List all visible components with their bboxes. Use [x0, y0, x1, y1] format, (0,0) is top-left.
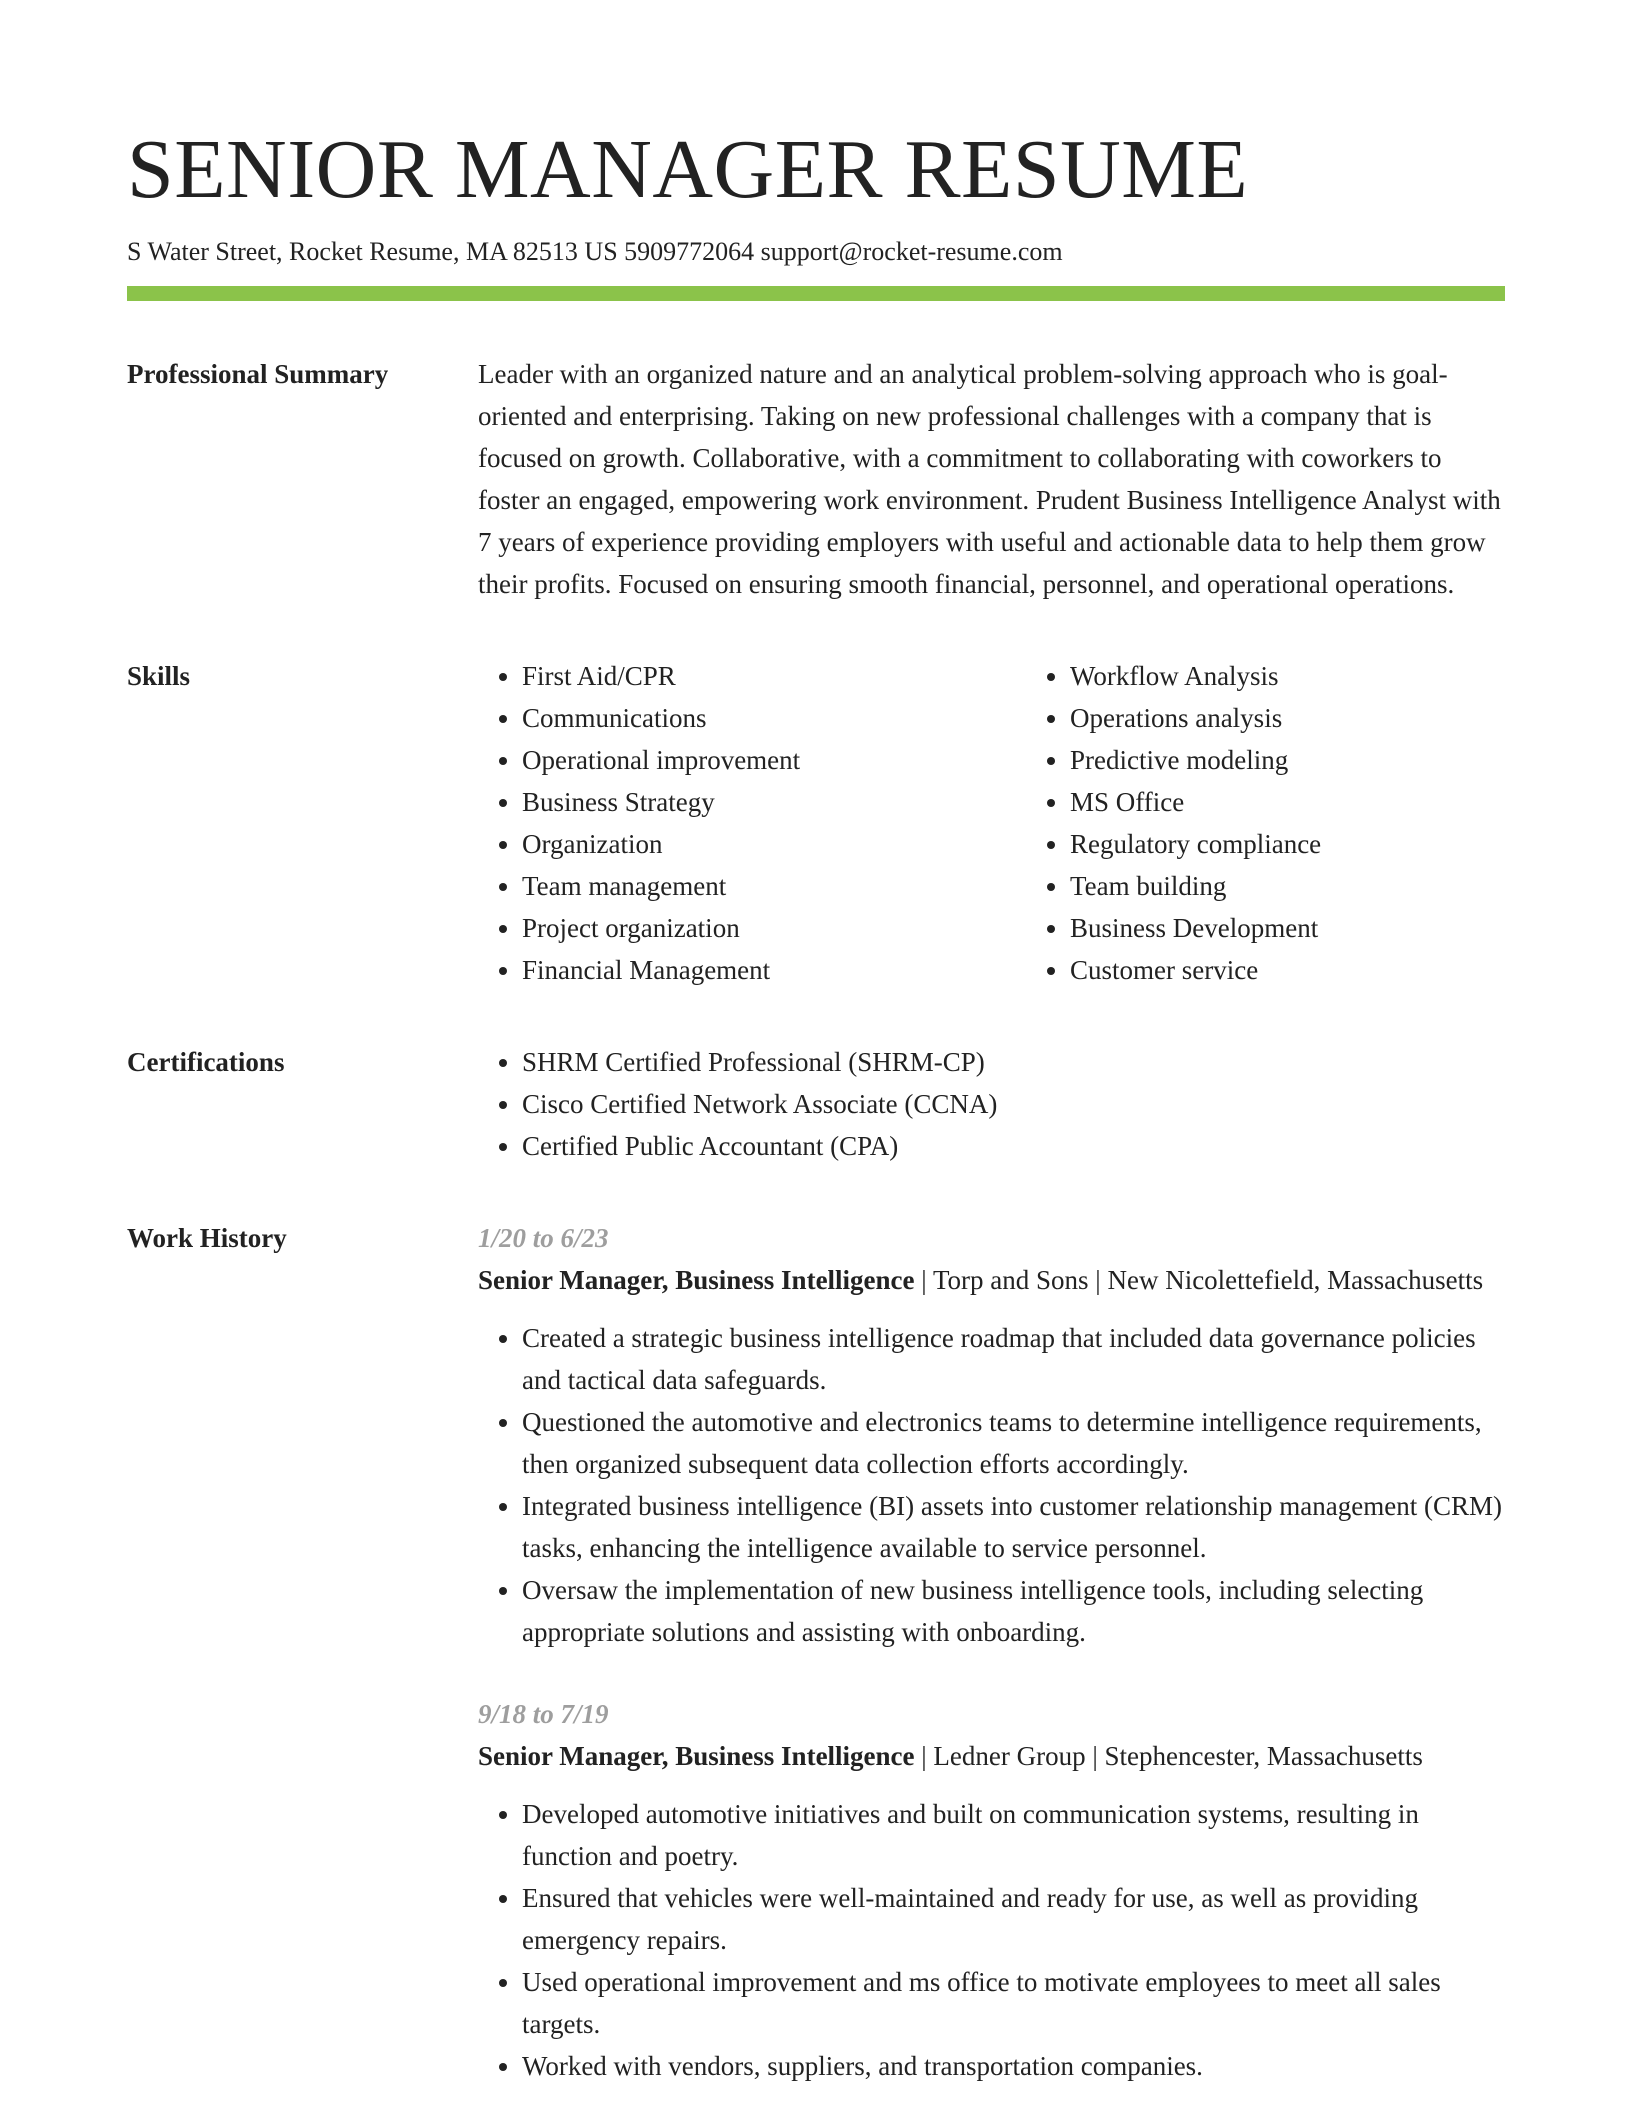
- skill-item: • Business Strategy: [522, 781, 1026, 823]
- job-title: Senior Manager, Business Intelligence: [478, 1741, 915, 1771]
- skills-content: [478, 655, 1505, 991]
- skill-item: • Customer service: [1070, 949, 1505, 991]
- job-dates: 9/18 to 7/19: [478, 1699, 609, 1729]
- skill-item: • Organization: [522, 823, 1026, 865]
- skill-item: • Predictive modeling: [1070, 739, 1505, 781]
- skills-list-right: [1026, 655, 1505, 991]
- skill-item: • Communications: [522, 697, 1026, 739]
- job-heading: [478, 1735, 1505, 1777]
- job-bullet: • Questioned the automotive and electronics teams to determine intelligence requirements, then organized subsequent data collection efforts accordingly.: [522, 1401, 1505, 1485]
- job-company-location: | Torp and Sons | New Nicolettefield, Massachusetts: [914, 1265, 1484, 1295]
- summary-content: [478, 353, 1505, 605]
- section-work-history: [127, 1217, 1505, 2087]
- skill-item: • Operations analysis: [1070, 697, 1505, 739]
- job-title: Senior Manager, Business Intelligence: [478, 1265, 915, 1295]
- skill-item: • Regulatory compliance: [1070, 823, 1505, 865]
- job-bullet: • Developed automotive initiatives and built on communication systems, resulting in function and poetry.: [522, 1793, 1505, 1877]
- job-bullet: • Used operational improvement and ms office to motivate employees to meet all sales targets.: [522, 1961, 1505, 2045]
- skill-item: • Team management: [522, 865, 1026, 907]
- skill-item: • Project organization: [522, 907, 1026, 949]
- job-bullets: [478, 1793, 1505, 2087]
- skill-item: • Team building: [1070, 865, 1505, 907]
- contact-email: support@rocket-resume.com: [760, 237, 1063, 266]
- section-label-skills: Skills: [127, 661, 191, 691]
- contact-address: S Water Street, Rocket Resume, MA 82513 US: [127, 237, 618, 266]
- job-dates: 1/20 to 6/23: [478, 1223, 609, 1253]
- job-bullet: • Worked with vendors, suppliers, and transportation companies.: [522, 2045, 1505, 2087]
- certification-item: • SHRM Certified Professional (SHRM-CP): [522, 1041, 1505, 1083]
- job-bullet: • Ensured that vehicles were well-maintained and ready for use, as well as providing emergency repairs.: [522, 1877, 1505, 1961]
- section-skills: [127, 655, 1505, 991]
- section-label-summary: Professional Summary: [127, 359, 389, 389]
- job-heading: [478, 1259, 1505, 1301]
- section-label-certifications: Certifications: [127, 1047, 285, 1077]
- section-professional-summary: [127, 353, 1505, 605]
- skill-item: • MS Office: [1070, 781, 1505, 823]
- skill-item: • First Aid/CPR: [522, 655, 1026, 697]
- resume-title: SENIOR MANAGER RESUME: [127, 123, 1249, 216]
- certification-item: • Cisco Certified Network Associate (CCNA): [522, 1083, 1505, 1125]
- job-bullet: • Created a strategic business intelligence roadmap that included data governance policies and tactical data safeguards.: [522, 1317, 1505, 1401]
- skills-list-left: [478, 655, 1026, 991]
- job-entry: [478, 1693, 1505, 2087]
- work-history-content: [478, 1217, 1505, 2087]
- certifications-list: [478, 1041, 1505, 1167]
- certifications-content: [478, 1041, 1505, 1167]
- header-divider: [127, 286, 1505, 301]
- job-bullet: • Oversaw the implementation of new business intelligence tools, including selecting appropriate solutions and assisting with onboarding.: [522, 1569, 1505, 1653]
- skill-item: • Workflow Analysis: [1070, 655, 1505, 697]
- skill-item: • Operational improvement: [522, 739, 1026, 781]
- section-label-work-history: Work History: [127, 1223, 287, 1253]
- job-bullets: [478, 1317, 1505, 1653]
- skill-item: • Business Development: [1070, 907, 1505, 949]
- summary-text: Leader with an organized nature and an analytical problem-solving approach who is goal-oriented and enterprising. Taking on new professional challenges with a company that is focused on growth. Collaborative, with a commitment to collaborating with coworkers to foster an engaged, empowering work environment. Prudent Business Intelligence Analyst with 7 years of experience providing employers with useful and actionable data to help them grow their profits. Focused on ensuring smooth financial, personnel, and operational operations.: [478, 359, 1501, 599]
- certification-item: • Certified Public Accountant (CPA): [522, 1125, 1505, 1167]
- contact-phone: 5909772064: [624, 237, 755, 266]
- job-entry: [478, 1217, 1505, 1653]
- job-bullet: • Integrated business intelligence (BI) assets into customer relationship management (CRM) tasks, enhancing the intelligence available to service personnel.: [522, 1485, 1505, 1569]
- contact-line: [127, 234, 1505, 270]
- skill-item: • Financial Management: [522, 949, 1026, 991]
- job-company-location: | Ledner Group | Stephencester, Massachusetts: [914, 1741, 1423, 1771]
- section-certifications: [127, 1041, 1505, 1167]
